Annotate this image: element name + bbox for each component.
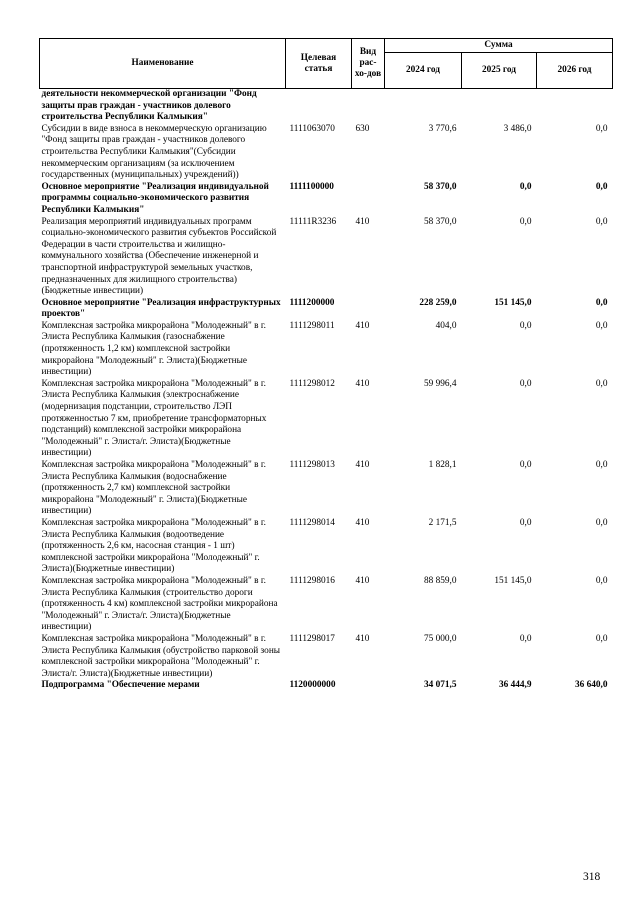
row-amount-2024: 88 859,0 [423, 575, 457, 586]
row-name: Комплексная застройка микрорайона "Молодежный" в г. Элиста Республика Калмыкия (водоснабжение (протяженность 2,7 км) комплексной застройки микрорайона "Молодежный" г. Элиста)(Бюджетные инвестиции) [41, 460, 266, 517]
table-row [40, 298, 613, 321]
row-amount-2025: 151 145,0 [494, 575, 532, 586]
row-name: Субсидии в виде взноса в некоммерческую организацию "Фонд защиты прав граждан - участников долевого строительства Республики Калмыкия"(Субсидии некоммерческим организациям (за исключением государственных (муниципальных) учреждений)) [41, 123, 267, 181]
row-target-article: 1111298013 [289, 460, 335, 470]
table-row [40, 379, 613, 460]
row-expense-type: 410 [355, 378, 370, 389]
row-amount-2026: 0,0 [595, 297, 608, 308]
row-amount-2026: 36 640,0 [574, 680, 608, 691]
row-amount-2024: 3 770,6 [428, 123, 457, 134]
row-expense-type: 410 [355, 460, 370, 470]
row-name: Комплексная застройка микрорайона "Молодежный" в г. Элиста Республика Калмыкия (обустройство парковой зоны комплексной застройки микрорайона "Молодежный" г. Элиста/г. Элиста)(Бюджетные инвестиции) [41, 633, 281, 679]
table-row [40, 518, 613, 576]
row-expense-type [352, 298, 385, 321]
row-name: Комплексная застройка микрорайона "Молодежный" в г. Элиста Республика Калмыкия (строительство дороги (протяженность 4 км) комплексной застройки микрорайона "Молодежный" г. Элиста/г. Элиста)(Бюджетные инвестиции) [41, 575, 278, 633]
row-amount-2024: 58 370,0 [423, 181, 457, 192]
row-amount-2025: 0,0 [519, 378, 532, 389]
table-body [40, 89, 613, 692]
row-amount-2025: 36 444,9 [498, 680, 532, 691]
header-target-article: Целевая статья [286, 39, 352, 89]
row-amount-2026 [537, 89, 613, 124]
table-row [40, 321, 613, 379]
row-amount-2026: 0,0 [595, 575, 608, 586]
row-name: Комплексная застройка микрорайона "Молодежный" в г. Элиста Республика Калмыкия (водоотведение (протяженность 2,6 км, насосная станция - 1 шт) комплексной застройки микрорайона "Молодежный" г. Элиста)(Бюджетные инвестиции) [41, 517, 266, 575]
table-row [40, 576, 613, 634]
row-target-article: 1111100000 [289, 181, 334, 192]
row-target-article: 1111298012 [289, 378, 335, 389]
row-amount-2024: 2 171,5 [428, 517, 457, 528]
row-amount-2025: 3 486,0 [503, 123, 532, 134]
budget-document [39, 38, 612, 692]
table-header [40, 39, 613, 89]
row-amount-2024: 1 828,1 [428, 460, 457, 470]
row-name: Реализация мероприятий индивидуальных программ социально-экономического развития субъектов Российской Федерации в части строительства и жилищно-коммунального хозяйства (Обеспечение инженерной и транспортной инфраструктурой земельных участков, предназначенных для жилищного строительства)(Бюджетные инвестиции) [41, 216, 277, 297]
header-name: Наименование [40, 39, 286, 89]
row-amount-2026: 0,0 [595, 517, 608, 528]
header-sum: Сумма [385, 39, 613, 53]
row-expense-type [352, 182, 385, 217]
row-amount-2024: 228 259,0 [419, 297, 457, 308]
row-amount-2025: 0,0 [519, 633, 532, 644]
header-year-2025: 2025 год [462, 53, 537, 89]
row-target-article: 1111200000 [289, 297, 335, 308]
header-expense-type: Вид рас-хо-дов [352, 39, 385, 89]
row-amount-2025: 151 145,0 [494, 297, 532, 308]
row-target-article: 1111298017 [289, 633, 335, 644]
row-amount-2024: 58 370,0 [423, 216, 457, 227]
header-year-2026: 2026 год [537, 53, 613, 89]
table-row [40, 182, 613, 217]
row-amount-2026: 0,0 [595, 216, 608, 227]
table-row [40, 680, 613, 692]
row-amount-2025: 0,0 [519, 517, 532, 528]
row-amount-2026: 0,0 [595, 123, 608, 134]
row-name: деятельности некоммерческой организации "Фонд защиты прав граждан - участников долевого строительства Республики Калмыкия" [41, 89, 257, 123]
row-amount-2025: 0,0 [519, 181, 532, 192]
header-year-2024: 2024 год [385, 53, 462, 89]
row-amount-2026: 0,0 [595, 378, 608, 389]
row-amount-2025: 0,0 [519, 460, 532, 470]
row-target-article: 1111298011 [289, 320, 335, 331]
row-name: Подпрограмма "Обеспечение мерами [41, 680, 200, 691]
row-expense-type: 410 [355, 216, 370, 227]
row-amount-2024: 75 000,0 [423, 633, 457, 644]
row-amount-2024 [385, 89, 462, 124]
row-target-article: 1111298014 [289, 517, 335, 528]
table-row [40, 89, 613, 124]
row-amount-2024: 34 071,5 [423, 680, 457, 691]
table-row [40, 217, 613, 298]
row-amount-2026: 0,0 [595, 460, 608, 470]
row-amount-2025 [462, 89, 537, 124]
row-target-article: 1120000000 [289, 680, 336, 691]
row-expense-type: 630 [355, 123, 370, 134]
row-amount-2025: 0,0 [519, 216, 532, 227]
table-row [40, 124, 613, 182]
budget-table [39, 38, 613, 692]
row-expense-type [352, 680, 385, 692]
page-number: 318 [583, 871, 601, 883]
row-name: Основное мероприятие "Реализация индивидуальной программы социально-экономического развития Республики Калмыкия" [41, 181, 269, 215]
row-expense-type: 410 [355, 320, 370, 331]
row-name: Основное мероприятие "Реализация инфраструктурных проектов" [41, 297, 281, 320]
row-name: Комплексная застройка микрорайона "Молодежный" в г. Элиста Республика Калмыкия (электроснабжение (модернизация подстанции, строительство ЛЭП протяженностью 7 км, приобретение трансформаторных подстанций) комплексной застройки микрорайона "Молодежный" г. Элиста/г. Элиста)(Бюджетные инвестиции) [41, 378, 267, 459]
row-expense-type [352, 89, 385, 124]
row-expense-type: 410 [355, 633, 370, 644]
row-amount-2024: 404,0 [435, 320, 457, 331]
table-row [40, 634, 613, 680]
row-expense-type: 410 [355, 517, 370, 528]
row-target-article [286, 89, 352, 124]
row-amount-2026: 0,0 [595, 320, 608, 331]
table-row [40, 460, 613, 518]
row-target-article: 1111298016 [289, 575, 335, 586]
row-amount-2026: 0,0 [595, 181, 608, 192]
row-target-article: 11111R3236 [289, 216, 337, 227]
row-expense-type: 410 [355, 575, 370, 586]
row-target-article: 1111063070 [289, 123, 335, 134]
row-amount-2024: 59 996,4 [423, 378, 457, 389]
row-amount-2025: 0,0 [519, 320, 532, 331]
row-name: Комплексная застройка микрорайона "Молодежный" в г. Элиста Республика Калмыкия (газоснабжение (протяженность 1,2 км) комплексной застройки микрорайона "Молодежный" г. Элиста)(Бюджетные инвестиции) [41, 320, 266, 378]
row-amount-2026: 0,0 [595, 633, 608, 644]
